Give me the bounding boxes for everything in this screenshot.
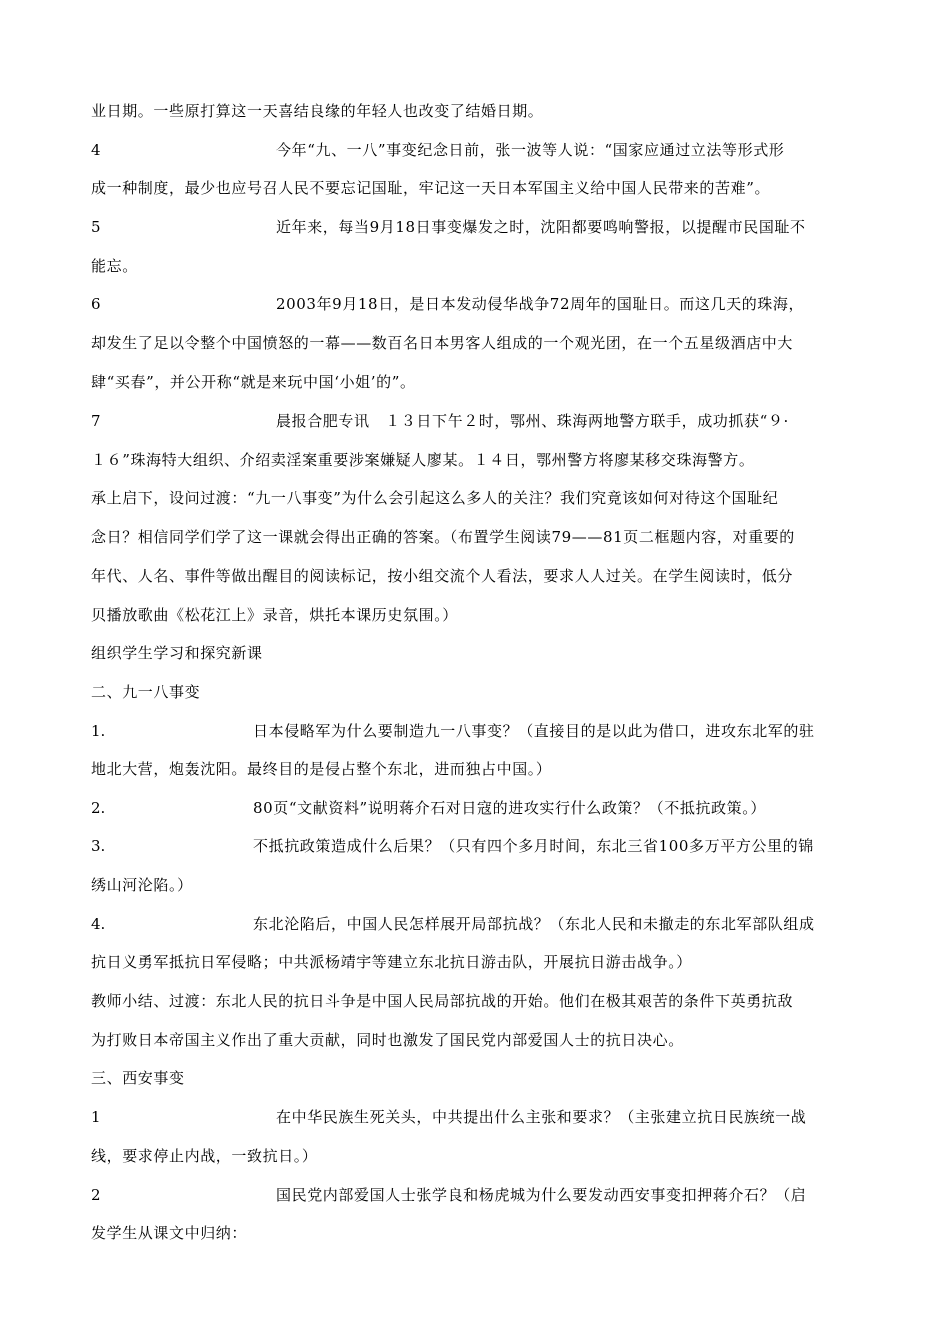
item-number: 3. <box>91 837 106 855</box>
text-line: 贝播放歌曲《松花江上》录音，烘托本课历史氛围。） <box>91 606 458 624</box>
text-line: 线，要求停止内战，一致抗日。） <box>91 1147 318 1165</box>
text-line: 能忘。 <box>91 257 138 275</box>
text-line: 2003年9月18日，是日本发动侵华战争72周年的国耻日。而这几天的珠海， <box>276 295 805 313</box>
item-number: 1. <box>91 722 106 740</box>
text-line: 抗日义勇军抵抗日军侵略；中共派杨靖宇等建立东北抗日游击队，开展抗日游击战争。） <box>91 953 692 971</box>
text-line: 国民党内部爱国人士张学良和杨虎城为什么要发动西安事变扣押蒋介石？（启 <box>276 1186 807 1204</box>
text-line: 近年来，每当9月18日事变爆发之时，沈阳都要鸣响警报，以提醒市民国耻不 <box>276 218 806 236</box>
text-line: 发学生从课文中归纳： <box>91 1224 248 1242</box>
text-line: 成一种制度，最少也应号召人民不要忘记国耻，牢记这一天日本军国主义给中国人民带来的苦难”。 <box>91 179 771 197</box>
section-heading: 二、九一八事变 <box>91 683 201 701</box>
text-line: １６”珠海特大组织、介绍卖淫案重要涉案嫌疑人廖某。１４日，鄂州警方将廖某移交珠海警方。 <box>91 451 755 469</box>
text-line: 年代、人名、事件等做出醒目的阅读标记，按小组交流个人看法，要求人人过关。在学生阅读时，低分 <box>91 567 794 585</box>
section-heading: 三、西安事变 <box>91 1069 185 1087</box>
text-line: 晨报合肥专讯 １３日下午２时，鄂州、珠海两地警方联手，成功抓获“９· <box>276 412 789 430</box>
text-line: 日本侵略军为什么要制造九一八事变？（直接目的是以此为借口，进攻东北军的驻 <box>253 722 815 740</box>
text-line: 绣山河沦陷。） <box>91 876 193 894</box>
text-line: 今年“九、一八”事变纪念日前，张一波等人说：“国家应通过立法等形式形 <box>276 141 785 159</box>
item-number: 2 <box>91 1186 101 1204</box>
text-line: 地北大营，炮轰沈阳。最终目的是侵占整个东北，进而独占中国。） <box>91 760 552 778</box>
text-line: 不抵抗政策造成什么后果？（只有四个多月时间，东北三省100多万平方公里的锦 <box>253 837 814 855</box>
item-number: 4. <box>91 915 106 933</box>
text-line: 东北沦陷后，中国人民怎样展开局部抗战？（东北人民和未撤走的东北军部队组成 <box>253 915 815 933</box>
item-number: 7 <box>91 412 101 430</box>
section-heading: 组织学生学习和探究新课 <box>91 644 263 662</box>
item-number: 2. <box>91 799 106 817</box>
item-number: 6 <box>91 295 101 313</box>
text-line: 业日期。一些原打算这一天喜结良缘的年轻人也改变了结婚日期。 <box>91 102 544 120</box>
text-line: 为打败日本帝国主义作出了重大贡献，同时也激发了国民党内部爱国人士的抗日决心。 <box>91 1031 684 1049</box>
item-number: 1 <box>91 1108 101 1126</box>
item-number: 4 <box>91 141 101 159</box>
text-line: 肆“买春”，并公开称“就是来玩中国‘小姐’的”。 <box>91 373 416 391</box>
text-line: 在中华民族生死关头，中共提出什么主张和要求？（主张建立抗日民族统一战 <box>276 1108 807 1126</box>
item-number: 5 <box>91 218 101 236</box>
text-line: 80页“文献资料”说明蒋介石对日寇的进攻实行什么政策？（不抵抗政策。） <box>253 799 766 817</box>
text-line: 却发生了足以令整个中国愤怒的一幕——数百名日本男客人组成的一个观光团，在一个五星级酒店中大 <box>91 334 794 352</box>
text-line: 念日？相信同学们学了这一课就会得出正确的答案。（布置学生阅读79——81页二框题内容，对重要的 <box>91 528 795 546</box>
text-line: 教师小结、过渡：东北人民的抗日斗争是中国人民局部抗战的开始。他们在极其艰苦的条件下英勇抗敌 <box>91 992 794 1010</box>
text-line: 承上启下，设问过渡：“九一八事变”为什么会引起这么多人的关注？我们究竟该如何对待这个国耻纪 <box>91 489 779 507</box>
